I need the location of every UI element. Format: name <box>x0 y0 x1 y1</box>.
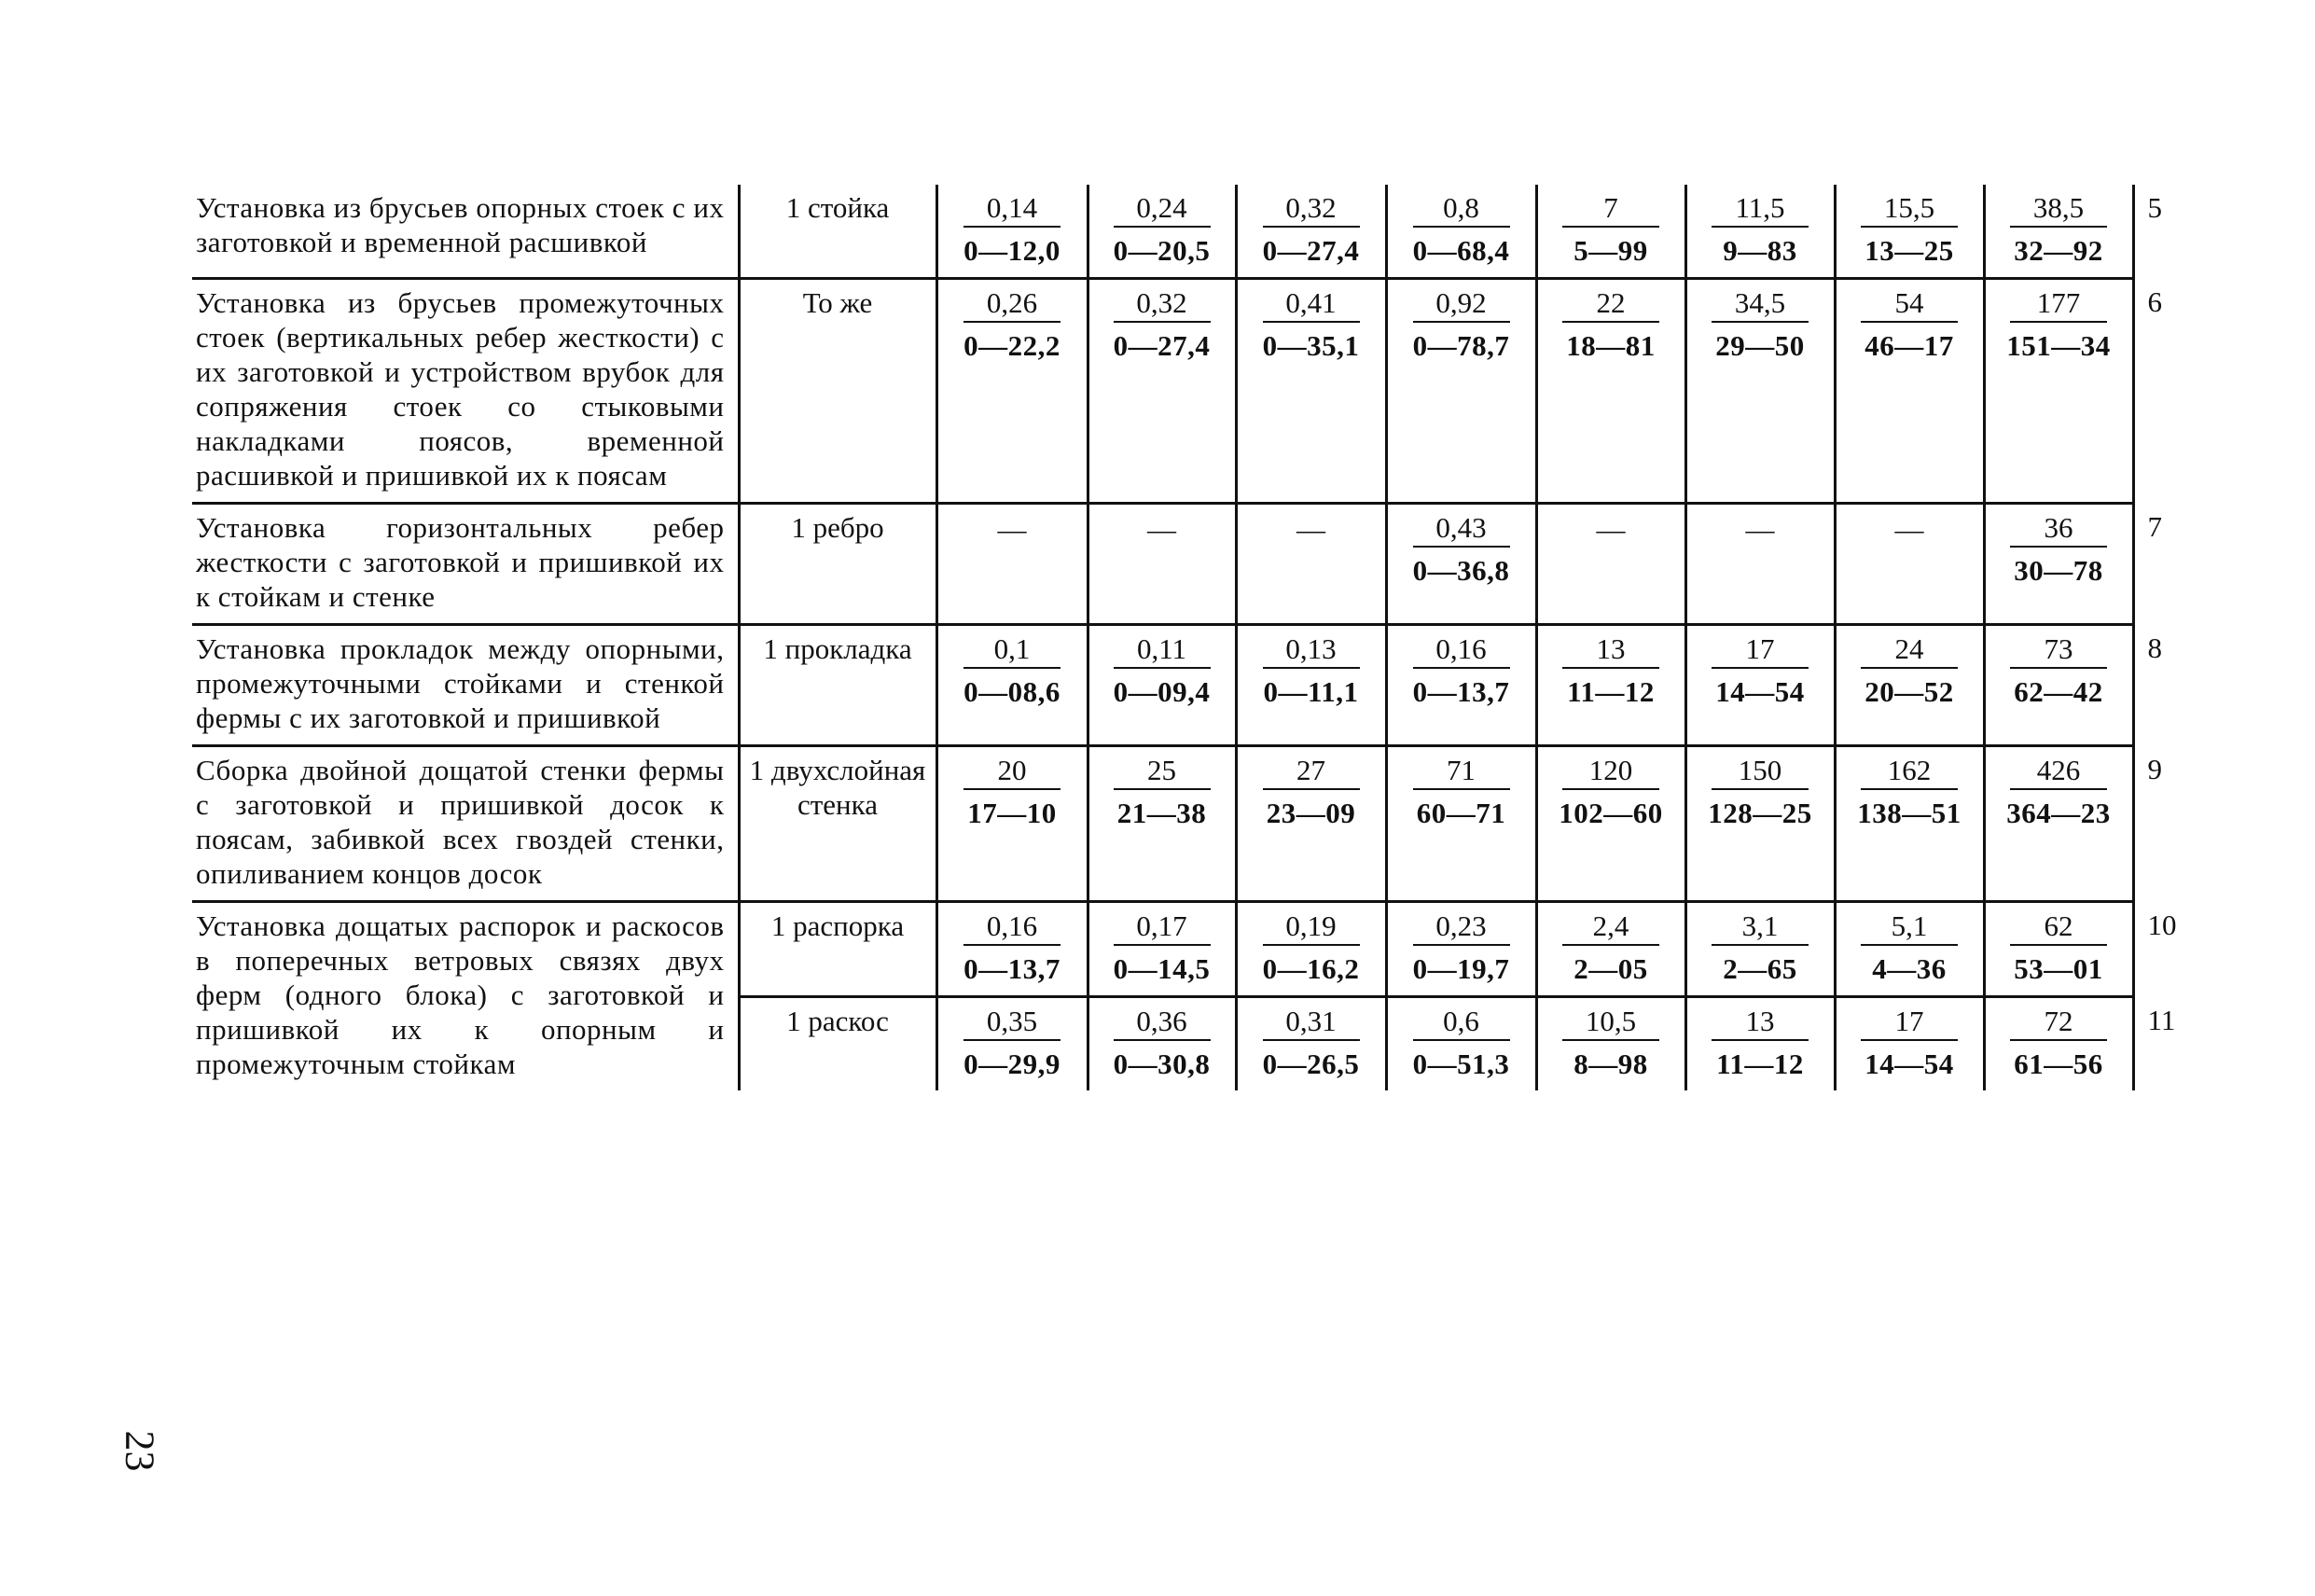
price-norm: 2—65 <box>1723 952 1797 985</box>
measurement-unit: 1 прокладка <box>739 625 936 746</box>
norm-fraction <box>1413 510 1510 588</box>
norm-cell <box>1984 746 2133 902</box>
norm-fraction <box>1413 631 1510 709</box>
work-description: Установка дощатых распорок и раскосов в поперечных ветровых связях двух ферм (одного блока) с заготовкой и пришивкой их к опорным и промежуточным стойкам <box>196 909 725 1080</box>
labor-norm: 0,23 <box>1413 909 1510 946</box>
norm-cell <box>936 902 1088 997</box>
price-norm: 0—29,9 <box>963 1048 1060 1080</box>
norm-fraction <box>1263 285 1360 363</box>
labor-norm: 0,16 <box>1413 631 1510 669</box>
table-row <box>192 625 2204 746</box>
price-norm: 364—23 <box>2006 797 2111 829</box>
labor-norm: 71 <box>1413 753 1510 790</box>
labor-norm: 0,26 <box>963 285 1060 323</box>
price-norm: 60—71 <box>1416 797 1506 829</box>
labor-norm: 0,6 <box>1413 1004 1510 1041</box>
price-norm: 0—22,2 <box>963 329 1060 362</box>
price-norm: 21—38 <box>1116 797 1207 829</box>
norm-fraction <box>1114 1004 1211 1081</box>
norm-cell <box>1088 185 1236 279</box>
norm-fraction <box>1114 190 1211 268</box>
labor-norm: 0,11 <box>1114 631 1211 669</box>
norm-fraction <box>2010 510 2107 588</box>
labor-norm: 22 <box>1562 285 1659 323</box>
norm-cell <box>1685 185 1835 279</box>
norm-fraction <box>2006 285 2111 363</box>
labor-norm: 120 <box>1562 753 1659 790</box>
price-norm: 151—34 <box>2006 329 2111 362</box>
norm-cell <box>1984 185 2133 279</box>
norm-fraction <box>1712 1004 1809 1081</box>
norm-fraction <box>1712 909 1809 986</box>
no-value-dash: — <box>1596 513 1626 546</box>
norm-fraction <box>1861 285 1958 363</box>
labor-norm: 0,16 <box>963 909 1060 946</box>
norm-cell <box>1536 279 1685 504</box>
norm-cell <box>1236 746 1386 902</box>
norm-cell <box>1685 902 1835 997</box>
norm-fraction <box>1861 631 1958 709</box>
measurement-unit: 1 раскос <box>739 997 936 1091</box>
labor-norm: 20 <box>963 753 1060 790</box>
price-norm: 11—12 <box>1716 1048 1804 1080</box>
price-norm: 0—16,2 <box>1262 952 1360 985</box>
labor-norm: 0,14 <box>963 190 1060 228</box>
labor-norm: 17 <box>1861 1004 1958 1041</box>
norm-fraction <box>1413 190 1510 268</box>
norm-cell <box>1835 997 1984 1091</box>
page-number: 23 <box>117 1430 163 1472</box>
labor-norm: 0,1 <box>963 631 1060 669</box>
price-norm: 128—25 <box>1708 797 1812 829</box>
labor-norm: 34,5 <box>1712 285 1809 323</box>
table-row <box>192 902 2204 997</box>
price-norm: 0—35,1 <box>1262 329 1360 362</box>
norm-fraction <box>1861 909 1958 986</box>
price-norm: 0—68,4 <box>1412 234 1510 267</box>
norm-cell <box>1236 504 1386 625</box>
norm-fraction <box>2010 1004 2107 1081</box>
norm-cell <box>1386 746 1536 902</box>
work-description: Установка из брусьев опорных стоек с их заготовкой и временной расшивкой <box>192 185 739 279</box>
row-number: 9 <box>2133 746 2204 902</box>
table-body <box>192 185 2204 1090</box>
norm-cell <box>1536 902 1685 997</box>
row-number: 5 <box>2133 185 2204 279</box>
norm-fraction <box>1413 753 1510 830</box>
norm-cell <box>1984 625 2133 746</box>
measurement-unit: 1 стойка <box>739 185 936 279</box>
work-description: Установка из брусьев промежуточных стоек (вертикальных ребер жесткости) с их заготовкой и устройством врубок для сопряжения стоек со стыковыми накладками поясов, временной расшивкой и пришивкой их к поясам <box>192 279 739 504</box>
no-value-dash: — <box>1894 513 1924 546</box>
labor-norm: 54 <box>1861 285 1958 323</box>
price-norm: 0—20,5 <box>1113 234 1211 267</box>
norm-cell <box>1835 902 1984 997</box>
price-norm: 17—10 <box>967 797 1057 829</box>
table-row <box>192 504 2204 625</box>
labor-norm: 0,92 <box>1413 285 1510 323</box>
labor-norm: 73 <box>2010 631 2107 669</box>
norm-fraction <box>1263 909 1360 986</box>
norm-fraction <box>1114 631 1211 709</box>
norm-cell <box>1088 625 1236 746</box>
norm-cell <box>1088 746 1236 902</box>
labor-norm: 162 <box>1861 753 1958 790</box>
norm-cell <box>1536 746 1685 902</box>
price-norm: 102—60 <box>1559 797 1663 829</box>
labor-norm: 2,4 <box>1562 909 1659 946</box>
labor-norm: 36 <box>2010 510 2107 548</box>
norm-cell <box>1236 902 1386 997</box>
price-norm: 0—78,7 <box>1412 329 1510 362</box>
norm-fraction <box>963 285 1060 363</box>
labor-norm: 17 <box>1712 631 1809 669</box>
price-norm: 0—51,3 <box>1412 1048 1510 1080</box>
measurement-unit: 1 ребро <box>739 504 936 625</box>
norm-cell <box>1236 997 1386 1091</box>
table-row <box>192 746 2204 902</box>
norm-cell <box>936 625 1088 746</box>
price-norm: 0—27,4 <box>1113 329 1211 362</box>
norm-fraction <box>1114 285 1211 363</box>
labor-norm: 62 <box>2010 909 2107 946</box>
price-norm: 2—05 <box>1573 952 1648 985</box>
norms-table <box>192 185 2204 1090</box>
norm-fraction <box>1562 190 1659 268</box>
labor-norm: 0,32 <box>1263 190 1360 228</box>
table-row <box>192 185 2204 279</box>
norm-fraction <box>1263 1004 1360 1081</box>
norm-fraction <box>1413 285 1510 363</box>
price-norm: 0—11,1 <box>1263 675 1359 708</box>
labor-norm: 13 <box>1562 631 1659 669</box>
row-number: 6 <box>2133 279 2204 504</box>
price-norm: 9—83 <box>1723 234 1797 267</box>
work-description: Сборка двойной дощатой стенки фермы с заготовкой и пришивкой досок к поясам, забивкой всех гвоздей стенки, опиливанием концов досок <box>192 746 739 902</box>
price-norm: 0—27,4 <box>1262 234 1360 267</box>
labor-norm: 0,19 <box>1263 909 1360 946</box>
norm-fraction <box>1263 753 1360 830</box>
norm-fraction <box>2010 631 2107 709</box>
norm-cell <box>1386 997 1536 1091</box>
price-norm: 0—13,7 <box>963 952 1060 985</box>
labor-norm: 0,41 <box>1263 285 1360 323</box>
norm-cell <box>1835 746 1984 902</box>
norm-cell <box>1088 504 1236 625</box>
labor-norm: 0,13 <box>1263 631 1360 669</box>
norm-fraction <box>963 190 1060 268</box>
labor-norm: 15,5 <box>1861 190 1958 228</box>
work-description: Установка горизонтальных ребер жесткости с заготовкой и пришивкой их к стойкам и стенке <box>192 504 739 625</box>
price-norm: 62—42 <box>2014 675 2103 708</box>
norm-fraction <box>963 631 1060 709</box>
norm-cell <box>936 279 1088 504</box>
labor-norm: 426 <box>2010 753 2107 790</box>
price-norm: 5—99 <box>1573 234 1648 267</box>
norm-cell <box>1536 625 1685 746</box>
norm-cell <box>1088 279 1236 504</box>
norm-fraction <box>1562 909 1659 986</box>
price-norm: 0—30,8 <box>1113 1048 1211 1080</box>
norm-fraction <box>1114 909 1211 986</box>
norm-cell <box>1984 504 2133 625</box>
norm-cell <box>1835 504 1984 625</box>
labor-norm: 13 <box>1712 1004 1809 1041</box>
labor-norm: 0,36 <box>1114 1004 1211 1041</box>
norm-fraction <box>1712 190 1809 268</box>
norm-cell <box>1386 625 1536 746</box>
price-norm: 14—54 <box>1715 675 1805 708</box>
price-norm: 29—50 <box>1715 329 1805 362</box>
norm-cell <box>1984 279 2133 504</box>
price-norm: 53—01 <box>2014 952 2103 985</box>
price-norm: 0—13,7 <box>1412 675 1510 708</box>
labor-norm: 0,24 <box>1114 190 1211 228</box>
labor-norm: 7 <box>1562 190 1659 228</box>
norm-fraction <box>1263 190 1360 268</box>
norm-cell <box>1536 504 1685 625</box>
norm-cell <box>1835 279 1984 504</box>
labor-norm: 10,5 <box>1562 1004 1659 1041</box>
labor-norm: 0,17 <box>1114 909 1211 946</box>
norm-fraction <box>1857 753 1962 830</box>
norm-cell <box>1088 902 1236 997</box>
norm-cell <box>1386 504 1536 625</box>
norm-cell <box>1685 746 1835 902</box>
no-value-dash: — <box>1147 513 1176 546</box>
norm-cell <box>1236 279 1386 504</box>
norm-cell <box>1536 997 1685 1091</box>
norm-cell <box>1536 185 1685 279</box>
price-norm: 11—12 <box>1567 675 1655 708</box>
row-number: 11 <box>2133 997 2204 1091</box>
norm-fraction <box>1562 1004 1659 1081</box>
measurement-unit: 1 распорка <box>739 902 936 997</box>
norm-fraction <box>1708 753 1812 830</box>
norm-fraction <box>1562 285 1659 363</box>
row-number: 7 <box>2133 504 2204 625</box>
norm-fraction <box>1559 753 1663 830</box>
norm-cell <box>1685 504 1835 625</box>
labor-norm: 0,32 <box>1114 285 1211 323</box>
price-norm: 30—78 <box>2014 554 2103 587</box>
price-norm: 61—56 <box>2014 1048 2103 1080</box>
no-value-dash: — <box>997 513 1027 546</box>
norm-cell <box>1685 997 1835 1091</box>
price-norm: 20—52 <box>1864 675 1954 708</box>
price-norm: 0—14,5 <box>1113 952 1211 985</box>
norm-cell <box>1386 185 1536 279</box>
norm-cell <box>1685 279 1835 504</box>
labor-norm: 5,1 <box>1861 909 1958 946</box>
no-value-dash: — <box>1296 513 1325 546</box>
norm-cell <box>936 504 1088 625</box>
price-norm: 138—51 <box>1857 797 1962 829</box>
price-norm: 13—25 <box>1864 234 1954 267</box>
measurement-unit: То же <box>739 279 936 504</box>
norm-fraction <box>963 909 1060 986</box>
labor-norm: 3,1 <box>1712 909 1809 946</box>
no-value-dash: — <box>1745 513 1775 546</box>
norm-fraction <box>963 1004 1060 1081</box>
price-norm: 0—36,8 <box>1412 554 1510 587</box>
row-number: 8 <box>2133 625 2204 746</box>
labor-norm: 24 <box>1861 631 1958 669</box>
price-norm: 23—09 <box>1266 797 1356 829</box>
norm-fraction <box>1861 1004 1958 1081</box>
price-norm: 0—08,6 <box>963 675 1060 708</box>
norm-cell <box>1236 625 1386 746</box>
labor-norm: 150 <box>1712 753 1809 790</box>
labor-norm: 0,43 <box>1413 510 1510 548</box>
price-norm: 46—17 <box>1864 329 1954 362</box>
price-norm: 0—09,4 <box>1113 675 1211 708</box>
norm-fraction <box>2006 753 2111 830</box>
labor-norm: 177 <box>2010 285 2107 323</box>
price-norm: 14—54 <box>1864 1048 1954 1080</box>
table-row <box>192 279 2204 504</box>
measurement-unit: 1 двухслойная стенка <box>739 746 936 902</box>
norm-fraction <box>1413 909 1510 986</box>
norm-cell <box>936 746 1088 902</box>
norm-fraction <box>1114 753 1211 830</box>
labor-norm: 27 <box>1263 753 1360 790</box>
norm-fraction <box>1562 631 1659 709</box>
labor-norm: 38,5 <box>2010 190 2107 228</box>
norm-fraction <box>2010 909 2107 986</box>
norm-fraction <box>1861 190 1958 268</box>
norm-cell <box>936 997 1088 1091</box>
norm-cell <box>936 185 1088 279</box>
norm-fraction <box>1712 285 1809 363</box>
norm-cell <box>1685 625 1835 746</box>
norm-cell <box>1386 902 1536 997</box>
labor-norm: 0,35 <box>963 1004 1060 1041</box>
norm-cell <box>1835 625 1984 746</box>
labor-norm: 72 <box>2010 1004 2107 1041</box>
price-norm: 4—36 <box>1872 952 1947 985</box>
norm-cell <box>1984 997 2133 1091</box>
labor-norm: 11,5 <box>1712 190 1809 228</box>
norm-fraction <box>1263 631 1360 709</box>
norm-cell <box>1236 185 1386 279</box>
norm-cell <box>1984 902 2133 997</box>
labor-norm: 0,8 <box>1413 190 1510 228</box>
price-norm: 0—26,5 <box>1262 1048 1360 1080</box>
price-norm: 32—92 <box>2014 234 2103 267</box>
norm-fraction <box>1712 631 1809 709</box>
norm-fraction <box>1413 1004 1510 1081</box>
price-norm: 18—81 <box>1566 329 1656 362</box>
work-description: Установка прокладок между опорными, промежуточными стойками и стенкой фермы с их заготовкой и пришивкой <box>192 625 739 746</box>
norm-cell <box>1088 997 1236 1091</box>
labor-norm: 0,31 <box>1263 1004 1360 1041</box>
norm-cell <box>1835 185 1984 279</box>
price-norm: 0—19,7 <box>1412 952 1510 985</box>
norm-cell <box>1386 279 1536 504</box>
row-number: 10 <box>2133 902 2204 997</box>
labor-norm: 25 <box>1114 753 1211 790</box>
price-norm: 0—12,0 <box>963 234 1060 267</box>
norm-fraction <box>2010 190 2107 268</box>
price-norm: 8—98 <box>1573 1048 1648 1080</box>
norm-fraction <box>963 753 1060 830</box>
